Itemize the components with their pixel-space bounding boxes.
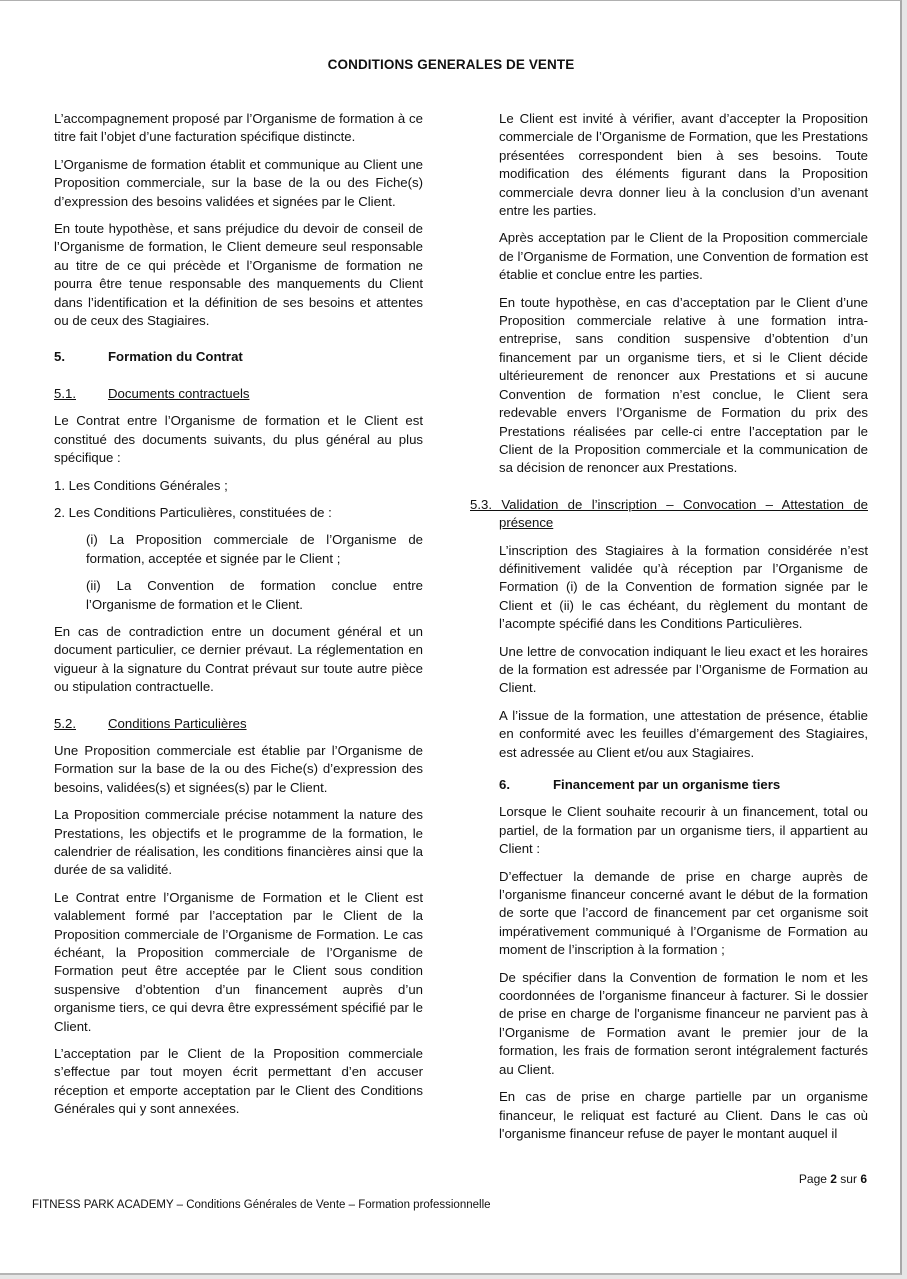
paragraph: De spécifier dans la Convention de formation le nom et les coordonnées de l’organisme financeur à facturer. Si le dossier de prise en charge de l'organisme financeur ne parvient pas à l’Organisme de Formation avant le premier jour de la formation, les frais de formation seront intégralement facturés au Client. (499, 969, 868, 1077)
list-item: 2. Les Conditions Particulières, constituées de : (54, 504, 332, 520)
paragraph: L’inscription des Stagiaires à la formation considérée n’est définitivement validée qu’à réception par l’Organisme de Formation (i) de la Convention de formation signée par le Client et (ii) le cas échéant, du règlement du montant de l’acompte spécifié dans les Conditions Particulières. (499, 542, 868, 632)
paragraph: Lorsque le Client souhaite recourir à un financement, total ou partiel, de la formation par un organisme tiers, il appartient au Client : (499, 804, 868, 857)
page-number: Page 2 sur 6 (798, 1172, 867, 1186)
paragraph: D’effectuer la demande de prise en charge auprès de l’organisme financeur concerné avant le début de la formation de sorte que l’accord de financement par cet organisme soit impérativement communiqué à l’Organisme de Formation au moment de l’inscription à la formation ; (499, 868, 868, 958)
subsection-number: 5.2. (54, 715, 76, 731)
subsection-title: Documents contractuels (108, 385, 250, 401)
subsection-number: 5.1. (54, 385, 76, 401)
paragraph: A l’issue de la formation, une attestation de présence, établie en conformité avec les feuilles d’émargement des Stagiaires, est adressée au Client et/ou aux Stagiaires. (499, 707, 868, 760)
paragraph: L’acceptation par le Client de la Proposition commerciale s’effectue par tout moyen écrit permettant d’en accuser réception et emporte acceptation par le Client des Conditions Générales qui y sont annexées. (54, 1046, 423, 1117)
subsection-heading-5-2 (54, 715, 423, 733)
total-pages: 6 (860, 1172, 867, 1186)
subsection-title: Conditions Particulières (108, 715, 247, 731)
section-number: 5. (54, 349, 65, 365)
page-footer: FITNESS PARK ACADEMY – Conditions Générales de Vente – Formation professionnelle (32, 1199, 491, 1211)
section-number: 6. (499, 777, 510, 792)
subsection-heading-5-1 (54, 385, 423, 403)
section-heading-5 (54, 348, 423, 366)
paragraph: Le Client est invité à vérifier, avant d’accepter la Proposition commerciale de l’Organisme de Formation, que les Prestations présentées correspondent bien à ses besoins. Toute modification des éléments figurant dans la Proposition commerciale devra donner lieu à la conclusion d’un avenant entre les parties. (499, 111, 868, 219)
left-column (54, 110, 423, 1128)
sub-list-item: (ii) La Convention de formation conclue entre l’Organisme de formation et le Client. (86, 578, 423, 612)
paragraph: Le Contrat entre l’Organisme de formation et le Client est constitué des documents suivants, du plus général au plus spécifique : (54, 413, 423, 466)
paragraph: Une lettre de convocation indiquant le lieu exact et les horaires de la formation est adressée par l’Organisme de Formation au Client. (499, 643, 868, 696)
paragraph: En toute hypothèse, en cas d’acceptation par le Client d’une Proposition commerciale relative à une formation intra-entreprise, sans condition suspensive d’obtention d’un financement par un organisme tiers, et si le Client décide ultérieurement de renoncer aux Prestations et si aucune Convention de formation n’est conclue, le Client sera redevable envers l’Organisme de Formation du prix des Prestations réalisées par celle-ci entre l’acceptation par le Client de la Proposition commerciale et la communication de sa décision de renoncer aux Prestations. (499, 294, 868, 476)
current-page: 2 (830, 1172, 837, 1186)
paragraph: En cas de contradiction entre un document général et un document particulier, ce dernier prévaut. La réglementation en vigueur à la signature du Contrat prévaut sur toute autre pièce ou stipulation contractuelle. (54, 623, 423, 695)
document-title: CONDITIONS GENERALES DE VENTE (327, 57, 575, 72)
paragraph: La Proposition commerciale précise notamment la nature des Prestations, les objectifs et le programme de la formation, le calendrier de réalisation, les conditions financières ainsi que la durée de sa validité. (54, 807, 423, 878)
subsection-heading-5-3: 5.3. Validation de l’inscription – Convocation – Attestation de présence (470, 496, 868, 531)
paragraph: L’Organisme de formation établit et communique au Client une Proposition commerciale, sur la base de la ou des Fiche(s) d’expression des besoins validées et signées par le Client. (54, 156, 423, 209)
paragraph: L’accompagnement proposé par l’Organisme de formation à ce titre fait l’objet d’une facturation spécifique distincte. (54, 111, 423, 145)
paragraph: En cas de prise en charge partielle par un organisme financeur, le reliquat est facturé au Client. Dans le cas où l'organisme financeur refuse de payer le montant auquel il (499, 1089, 868, 1141)
paragraph: Après acceptation par le Client de la Proposition commerciale de l’Organisme de Formation, une Convention de formation est établie et conclue entre les parties. (499, 230, 868, 283)
sub-list-item: (i) La Proposition commerciale de l’Organisme de formation, acceptée et signée par le Client ; (86, 532, 423, 566)
paragraph: Le Contrat entre l’Organisme de Formation et le Client est valablement formé par l’acceptation par le Client de la Proposition commerciale de l’Organisme de Formation. Le cas échéant, la Proposition commerciale de l’Organisme de Formation peut être acceptée par le Client sous condition suspensive d’obtention d’un financement auprès d’un organisme tiers, ce qui devra être expressément spécifié par le Client. (54, 889, 423, 1034)
list-item: 1. Les Conditions Générales ; (54, 477, 228, 493)
section-heading-6 (499, 776, 868, 794)
paragraph: Une Proposition commerciale est établie par l’Organisme de Formation sur la base de la ou des Fiche(s) d’expression des besoins, validées(s) et signées(s) par le Client. (54, 742, 423, 795)
right-column (470, 110, 868, 1152)
section-title: Financement par un organisme tiers (553, 777, 781, 792)
paragraph: En toute hypothèse, et sans préjudice du devoir de conseil de l’Organisme de formation, le Client demeure seul responsable au titre de ce qui précède et l’Organisme de formation ne pourra être tenue responsable des manquements du Client dans l’identification et la définition de ses besoins et attentes ou de ceux des Stagiaires. (54, 221, 423, 329)
section-title: Formation du Contrat (108, 349, 243, 365)
